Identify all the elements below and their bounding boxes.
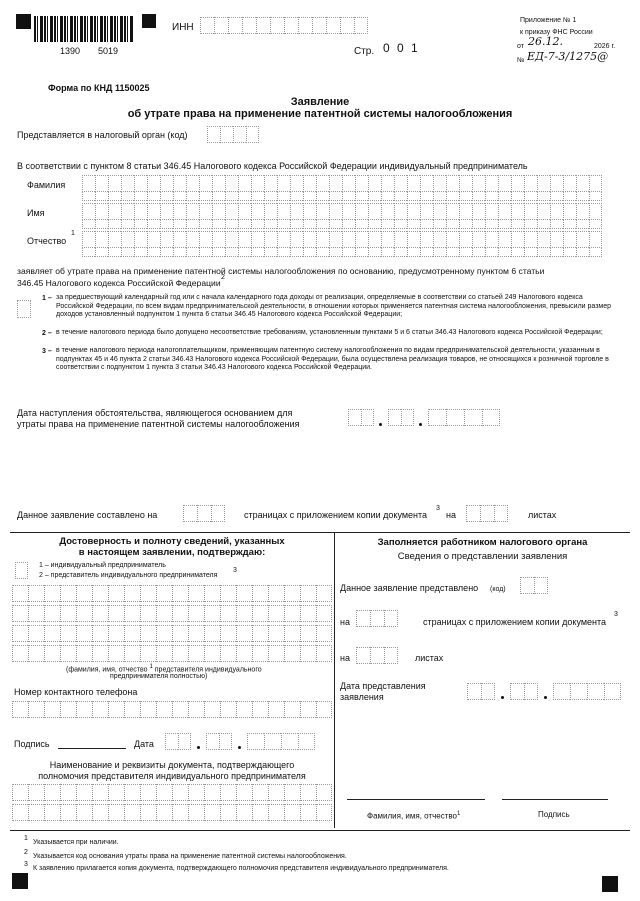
- footnote-3-num: 3: [24, 861, 28, 868]
- doc-details-row-2[interactable]: [12, 804, 332, 821]
- appendix-from: от: [517, 43, 524, 50]
- signer-option-2-footnote-ref: 3: [233, 567, 237, 574]
- left-title-line-2: в настоящем заявлении, подтверждаю:: [78, 547, 266, 558]
- signature-label: Подпись: [14, 739, 50, 749]
- intro-text: В соответствии с пунктом 8 статьи 346.45 Налогового кодекса Российской Федерации индивидуальный предприниматель: [17, 161, 528, 171]
- compiled-pages-field[interactable]: [183, 505, 225, 522]
- left-date-label: Дата: [134, 739, 154, 749]
- compiled-suffix: листах: [528, 510, 557, 520]
- tax-authority-label: Представляется в налоговый орган (код): [17, 130, 188, 140]
- appendix-year: 2026 г.: [594, 43, 616, 50]
- date-separator-dot: [238, 746, 241, 749]
- first-name-label: Имя: [27, 208, 45, 218]
- appendix-no-handwritten: ЕД-7-3/1275@: [527, 50, 609, 63]
- doc-title-line-2: полномочия представителя индивидуального предпринимателя: [38, 771, 306, 781]
- surname-field-row-2[interactable]: [82, 192, 602, 201]
- reason-3-text: в течение налогового периода налогоплательщиком, применяющим патентную систему налогообложения по видам предпринимательской деятельности, указанным в подпунктах 45 и 46 пункта 2 статьи 346.43 Налогового кодекса Российской Федерации, была осуществлена реализация товаров, не относящихся к розничной торговле в соответствии с подпунктом 1 пункта 3 статьи 346.43 Налогового кодекса Российской Федерации.: [56, 347, 609, 372]
- officer-fio-line[interactable]: [347, 792, 485, 800]
- reason-2-text: в течение налогового периода было допущено несоответствие требованиям, установленным пунктами 5 и 6 статьи 346.43 Налогового кодекса Российской Федерации;: [56, 329, 603, 336]
- title-line-2: об утрате права на применение патентной системы налогообложения: [127, 108, 513, 120]
- page-number: 0 0 1: [383, 41, 420, 55]
- representative-fio-row-3[interactable]: [12, 625, 332, 642]
- patronymic-field-row-2[interactable]: [82, 248, 602, 257]
- date-separator-dot: [544, 696, 547, 699]
- inn-field[interactable]: [200, 17, 368, 34]
- submission-date-label-2: заявления: [340, 692, 384, 702]
- reason-3-num: 3 –: [42, 348, 52, 355]
- compiled-prefix: Данное заявление составлено на: [17, 510, 158, 520]
- fio-caption-footnote-ref: 1: [149, 664, 153, 670]
- appendix-date-handwritten: 26.12.: [528, 35, 563, 48]
- barcode: [34, 16, 134, 42]
- submission-date-year[interactable]: [553, 683, 621, 700]
- reason-1-text: за предшествующий календарный год или с начала календарного года доходы от реализации, определяемые в соответствии со статьей 249 Налогового кодекса Российской Федерации, по всем видам предпринимательской деятельности, в отношении которых применяется патентная система налогообложения, превысили размер доходов установленный подпунктом 1 пункта 6 статьи 346.45 Налогового кодекса Российской Федерации;: [56, 294, 612, 319]
- representative-fio-row-1[interactable]: [12, 585, 332, 602]
- fio-caption-text-b: представителя индивидуального: [154, 666, 262, 674]
- right-subtitle: Сведения о представлении заявления: [397, 551, 568, 562]
- corner-marker-top-left: [16, 14, 31, 29]
- reason-code-field[interactable]: [17, 300, 31, 318]
- tax-authority-code-field[interactable]: [207, 126, 259, 143]
- appendix-line-1: Приложение № 1: [520, 17, 577, 24]
- first-name-field-row-2[interactable]: [82, 220, 602, 229]
- compiled-on: на: [446, 510, 456, 520]
- right-pages-footnote-ref: 3: [614, 611, 618, 618]
- officer-signature-line[interactable]: [502, 792, 608, 800]
- left-title-line-1: Достоверность и полноту сведений, указанных: [59, 536, 285, 547]
- corner-marker-bottom-left: [12, 873, 28, 889]
- phone-label: Номер контактного телефона: [14, 687, 138, 697]
- reason-1-num: 1 –: [42, 295, 52, 302]
- fio-caption-line-2: предпринимателя полностью): [110, 673, 208, 680]
- right-on-2: на: [340, 653, 350, 663]
- doc-details-row-1[interactable]: [12, 784, 332, 801]
- date-separator-dot: [197, 746, 200, 749]
- submitted-code-field[interactable]: [520, 577, 548, 594]
- appendix-no: №: [517, 57, 525, 64]
- representative-fio-row-2[interactable]: [12, 605, 332, 622]
- declares-line-1: заявляет об утрате права на применение патентной системы налогообложения по основанию, предусмотренному пунктом 6 статьи: [17, 266, 545, 276]
- date-separator-dot: [379, 423, 382, 426]
- representative-fio-row-4[interactable]: [12, 645, 332, 662]
- corner-marker-top-mid: [142, 14, 156, 28]
- phone-field[interactable]: [12, 701, 332, 718]
- left-date-day[interactable]: [165, 733, 191, 750]
- signature-line[interactable]: [58, 739, 126, 749]
- footnote-3-text: К заявлению прилагается копия документа, подтверждающего полномочия представителя индивидуального предпринимателя.: [33, 865, 449, 872]
- fio-caption-text: (фамилия, имя, отчество: [66, 666, 148, 674]
- submission-date-label-1: Дата представления: [340, 681, 426, 691]
- officer-fio-footnote-ref: 1: [457, 811, 461, 817]
- right-title: Заполняется работником налогового органа: [377, 537, 588, 548]
- right-pages-text: страницах с приложением копии документа: [423, 617, 607, 627]
- doc-title-line-1: Наименование и реквизиты документа, подтверждающего: [49, 760, 295, 770]
- inn-label: ИНН: [172, 22, 194, 33]
- circumstance-date-label-2: утраты права на применение патентной системы налогообложения: [17, 419, 300, 429]
- barcode-number-left: 1390: [60, 46, 81, 56]
- section-divider: [10, 532, 630, 533]
- form-code: Форма по КНД 1150025: [48, 83, 150, 93]
- footnote-1-num: 1: [24, 835, 28, 842]
- submitted-label: Данное заявление представлено: [340, 583, 479, 593]
- signer-type-field[interactable]: [15, 562, 28, 579]
- declares-line-2: 346.45 Налогового кодекса Российской Федерации: [17, 278, 221, 288]
- barcode-number-right: 5019: [98, 46, 119, 56]
- compiled-footnote-ref: 3: [436, 505, 440, 512]
- declares-footnote-ref: 2: [221, 274, 225, 281]
- surname-field[interactable]: [82, 175, 602, 192]
- compiled-middle: страницах с приложением копии документа: [244, 510, 428, 520]
- circumstance-date-month[interactable]: [388, 409, 414, 426]
- right-pages-field[interactable]: [356, 610, 398, 627]
- right-on-1: на: [340, 617, 350, 627]
- submission-date-month[interactable]: [510, 683, 538, 700]
- appendix-line-2: к приказу ФНС России: [520, 29, 593, 36]
- right-sheets-text: листах: [415, 653, 444, 663]
- page-label: Стр.: [354, 46, 375, 57]
- title-line-1: Заявление: [290, 96, 350, 108]
- first-name-field[interactable]: [82, 203, 602, 220]
- compiled-sheets-field[interactable]: [466, 505, 508, 522]
- left-date-month[interactable]: [206, 733, 232, 750]
- surname-label: Фамилия: [27, 180, 66, 190]
- circumstance-date-day[interactable]: [348, 409, 374, 426]
- date-separator-dot: [419, 423, 422, 426]
- signer-option-1: 1 – индивидуальный предприниматель: [39, 562, 166, 569]
- patronymic-footnote-ref: 1: [71, 230, 75, 237]
- officer-fio-caption: [367, 810, 460, 821]
- column-divider: [334, 532, 335, 828]
- footnote-1-text: Указывается при наличии.: [33, 839, 119, 846]
- right-sheets-field[interactable]: [356, 647, 398, 664]
- patronymic-field[interactable]: [82, 231, 602, 248]
- footnotes-divider: [10, 830, 630, 831]
- circumstance-date-label-1: Дата наступления обстоятельства, являющегося основанием для: [17, 408, 293, 418]
- officer-signature-caption: Подпись: [538, 810, 570, 819]
- submitted-code-label: (код): [490, 586, 506, 593]
- corner-marker-bottom-right: [602, 876, 618, 892]
- submission-date-day[interactable]: [467, 683, 495, 700]
- circumstance-date-year[interactable]: [428, 409, 500, 426]
- reason-2-num: 2 –: [42, 330, 52, 337]
- footnote-2-text: Указывается код основания утраты права на применение патентной системы налогообложения.: [33, 853, 347, 860]
- patronymic-label: Отчество: [27, 236, 67, 246]
- left-date-year[interactable]: [247, 733, 315, 750]
- signer-option-2: 2 – представитель индивидуального предпринимателя: [39, 572, 218, 579]
- footnote-2-num: 2: [24, 849, 28, 856]
- officer-fio-caption-text: Фамилия, имя, отчество: [367, 811, 457, 821]
- date-separator-dot: [501, 696, 504, 699]
